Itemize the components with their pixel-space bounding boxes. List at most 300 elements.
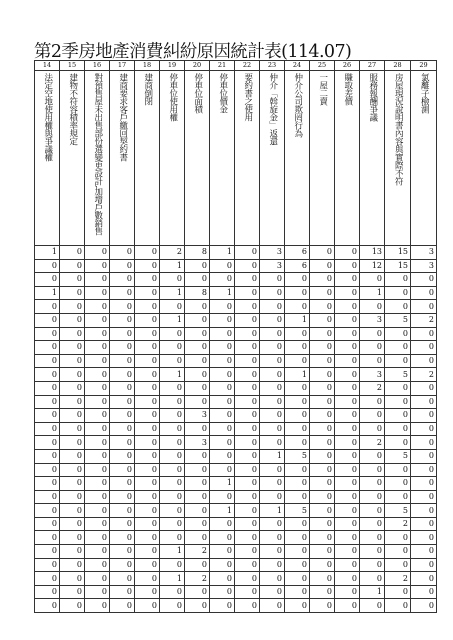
table-cell: 0 — [35, 463, 60, 477]
column-number: 29 — [411, 61, 437, 71]
table-cell: 0 — [60, 409, 85, 423]
table-cell: 0 — [310, 463, 335, 477]
table-cell: 0 — [85, 368, 110, 382]
table-cell: 0 — [385, 558, 411, 572]
table-row — [35, 422, 437, 436]
table-cell: 0 — [110, 490, 135, 504]
table-cell: 0 — [160, 490, 185, 504]
table-cell: 0 — [210, 585, 235, 599]
table-cell: 0 — [35, 273, 60, 287]
table-cell: 0 — [110, 259, 135, 273]
table-cell: 0 — [310, 381, 335, 395]
table-cell: 0 — [210, 449, 235, 463]
table-cell: 0 — [160, 409, 185, 423]
table-cell: 0 — [135, 341, 160, 355]
table-cell: 0 — [335, 463, 360, 477]
table-cell: 0 — [360, 422, 385, 436]
table-cell: 0 — [110, 599, 135, 613]
table-cell: 0 — [310, 300, 335, 314]
table-cell: 0 — [85, 436, 110, 450]
table-cell: 3 — [260, 246, 285, 260]
table-cell: 0 — [335, 558, 360, 572]
table-cell: 0 — [210, 300, 235, 314]
table-cell: 0 — [285, 381, 310, 395]
table-cell: 0 — [135, 585, 160, 599]
table-cell: 0 — [310, 531, 335, 545]
table-cell: 2 — [185, 572, 210, 586]
table-cell: 0 — [185, 395, 210, 409]
table-cell: 0 — [110, 395, 135, 409]
table-cell: 0 — [185, 422, 210, 436]
table-row — [35, 259, 437, 273]
table-cell: 0 — [60, 368, 85, 382]
table-row — [35, 436, 437, 450]
table-cell: 0 — [285, 517, 310, 531]
table-cell: 0 — [285, 436, 310, 450]
table-cell: 0 — [411, 436, 437, 450]
table-cell: 0 — [185, 599, 210, 613]
table-cell: 0 — [35, 545, 60, 559]
table-cell: 0 — [135, 313, 160, 327]
table-cell: 0 — [360, 300, 385, 314]
table-cell: 0 — [411, 395, 437, 409]
table-cell: 15 — [385, 246, 411, 260]
table-cell: 0 — [310, 313, 335, 327]
table-cell: 0 — [260, 422, 285, 436]
column-header — [185, 71, 210, 246]
table-cell: 0 — [35, 409, 60, 423]
table-cell: 0 — [160, 327, 185, 341]
table-cell: 0 — [110, 246, 135, 260]
table-cell: 0 — [85, 259, 110, 273]
table-cell: 0 — [60, 354, 85, 368]
table-cell: 0 — [335, 585, 360, 599]
table-cell: 0 — [335, 531, 360, 545]
column-header-label: 停車位使用權 — [167, 73, 178, 121]
table-cell: 5 — [385, 313, 411, 327]
table-cell: 0 — [235, 572, 260, 586]
table-cell: 0 — [285, 599, 310, 613]
column-header — [235, 71, 260, 246]
table-cell: 0 — [135, 300, 160, 314]
table-cell: 0 — [310, 354, 335, 368]
table-cell: 0 — [110, 449, 135, 463]
table-cell: 0 — [335, 273, 360, 287]
table-cell: 0 — [60, 531, 85, 545]
table-cell: 0 — [360, 395, 385, 409]
table-cell: 3 — [411, 246, 437, 260]
table-cell: 0 — [260, 517, 285, 531]
table-cell: 0 — [85, 531, 110, 545]
table-cell: 3 — [360, 368, 385, 382]
table-cell: 0 — [85, 246, 110, 260]
table-cell: 0 — [285, 300, 310, 314]
column-header-label: 房屋現況說明書內容與實際不符 — [393, 73, 404, 185]
table-cell: 0 — [60, 422, 85, 436]
table-cell: 8 — [185, 286, 210, 300]
table-cell: 0 — [185, 477, 210, 491]
column-header-label: 要約書之使用 — [242, 73, 253, 121]
table-cell: 0 — [160, 341, 185, 355]
table-cell: 0 — [310, 286, 335, 300]
table-cell: 0 — [235, 354, 260, 368]
table-row — [35, 327, 437, 341]
table-cell: 0 — [135, 463, 160, 477]
table-cell: 0 — [110, 517, 135, 531]
table-cell: 0 — [310, 558, 335, 572]
table-cell: 0 — [260, 313, 285, 327]
table-cell: 0 — [285, 354, 310, 368]
table-cell: 0 — [210, 354, 235, 368]
table-cell: 0 — [210, 572, 235, 586]
table-cell: 5 — [385, 368, 411, 382]
table-cell: 0 — [135, 368, 160, 382]
table-cell: 0 — [360, 354, 385, 368]
table-cell: 0 — [411, 422, 437, 436]
column-header — [310, 71, 335, 246]
table-cell: 0 — [160, 436, 185, 450]
table-cell: 0 — [385, 341, 411, 355]
column-header — [285, 71, 310, 246]
table-cell: 0 — [385, 286, 411, 300]
table-cell: 0 — [360, 341, 385, 355]
table-cell: 0 — [35, 381, 60, 395]
table-cell: 0 — [310, 504, 335, 518]
table-cell: 0 — [60, 572, 85, 586]
table-cell: 0 — [411, 409, 437, 423]
table-cell: 0 — [110, 545, 135, 559]
table-cell: 0 — [160, 477, 185, 491]
table-cell: 1 — [210, 477, 235, 491]
table-cell: 1 — [160, 368, 185, 382]
column-number: 24 — [285, 61, 310, 71]
table-cell: 0 — [235, 463, 260, 477]
table-cell: 0 — [185, 354, 210, 368]
table-cell: 0 — [35, 572, 60, 586]
table-cell: 0 — [335, 599, 360, 613]
table-cell: 0 — [385, 273, 411, 287]
table-cell: 0 — [210, 409, 235, 423]
table-cell: 0 — [110, 341, 135, 355]
column-header-row — [35, 71, 437, 246]
column-header — [335, 71, 360, 246]
table-cell: 0 — [60, 341, 85, 355]
table-cell: 0 — [385, 599, 411, 613]
column-header — [210, 71, 235, 246]
table-cell: 1 — [360, 286, 385, 300]
table-cell: 0 — [60, 273, 85, 287]
table-cell: 0 — [35, 436, 60, 450]
table-cell: 0 — [360, 273, 385, 287]
table-cell: 0 — [60, 449, 85, 463]
table-cell: 0 — [35, 368, 60, 382]
column-header — [135, 71, 160, 246]
table-cell: 0 — [285, 422, 310, 436]
table-cell: 0 — [60, 463, 85, 477]
table-cell: 3 — [185, 436, 210, 450]
table-cell: 3 — [260, 259, 285, 273]
table-cell: 0 — [60, 381, 85, 395]
table-cell: 0 — [185, 449, 210, 463]
table-row — [35, 572, 437, 586]
table-cell: 0 — [260, 585, 285, 599]
table-cell: 0 — [60, 504, 85, 518]
table-cell: 0 — [235, 490, 260, 504]
table-cell: 0 — [60, 585, 85, 599]
table-cell: 0 — [360, 599, 385, 613]
table-cell: 0 — [235, 286, 260, 300]
column-number: 15 — [60, 61, 85, 71]
table-cell: 0 — [235, 599, 260, 613]
table-cell: 0 — [310, 477, 335, 491]
table-cell: 0 — [135, 381, 160, 395]
table-cell: 0 — [35, 504, 60, 518]
table-cell: 0 — [335, 409, 360, 423]
table-cell: 0 — [85, 313, 110, 327]
table-cell: 0 — [310, 585, 335, 599]
table-cell: 0 — [110, 354, 135, 368]
table-cell: 0 — [160, 300, 185, 314]
table-cell: 0 — [135, 422, 160, 436]
table-cell: 0 — [35, 300, 60, 314]
table-cell: 0 — [411, 585, 437, 599]
table-cell: 0 — [235, 585, 260, 599]
table-cell: 0 — [35, 341, 60, 355]
table-cell: 0 — [110, 368, 135, 382]
table-cell: 0 — [260, 599, 285, 613]
table-cell: 0 — [235, 436, 260, 450]
table-cell: 0 — [335, 354, 360, 368]
table-row — [35, 504, 437, 518]
table-row — [35, 341, 437, 355]
table-cell: 0 — [335, 259, 360, 273]
table-cell: 6 — [285, 246, 310, 260]
table-cell: 6 — [285, 259, 310, 273]
table-cell: 0 — [210, 368, 235, 382]
table-cell: 0 — [60, 490, 85, 504]
table-cell: 0 — [85, 463, 110, 477]
table-cell: 0 — [85, 490, 110, 504]
table-cell: 0 — [135, 599, 160, 613]
table-cell: 0 — [235, 422, 260, 436]
table-cell: 0 — [160, 273, 185, 287]
table-cell: 0 — [335, 341, 360, 355]
table-cell: 0 — [60, 477, 85, 491]
table-cell: 0 — [160, 449, 185, 463]
table-cell: 0 — [135, 504, 160, 518]
column-number: 23 — [260, 61, 285, 71]
table-cell: 0 — [260, 286, 285, 300]
table-cell: 0 — [85, 422, 110, 436]
column-number: 20 — [185, 61, 210, 71]
table-cell: 0 — [85, 572, 110, 586]
table-cell: 2 — [385, 572, 411, 586]
column-header-label: 一屋二賣 — [317, 73, 328, 105]
table-cell: 0 — [310, 517, 335, 531]
table-cell: 0 — [35, 490, 60, 504]
table-cell: 0 — [185, 273, 210, 287]
table-cell: 13 — [360, 246, 385, 260]
table-cell: 0 — [185, 585, 210, 599]
table-cell: 0 — [411, 449, 437, 463]
table-cell: 0 — [285, 490, 310, 504]
table-row — [35, 354, 437, 368]
table-row — [35, 558, 437, 572]
table-cell: 0 — [235, 545, 260, 559]
table-cell: 0 — [35, 599, 60, 613]
column-header-label: 建商倒閉 — [142, 73, 153, 105]
table-cell: 0 — [35, 449, 60, 463]
column-header — [85, 71, 110, 246]
table-cell: 0 — [411, 477, 437, 491]
table-cell: 0 — [360, 463, 385, 477]
table-cell: 0 — [110, 572, 135, 586]
table-cell: 0 — [85, 341, 110, 355]
table-cell: 0 — [411, 558, 437, 572]
table-cell: 0 — [160, 395, 185, 409]
table-cell: 0 — [385, 327, 411, 341]
table-cell: 1 — [160, 259, 185, 273]
table-cell: 0 — [260, 327, 285, 341]
table-row — [35, 409, 437, 423]
column-number-row — [35, 61, 437, 71]
table-cell: 0 — [285, 545, 310, 559]
table-cell: 0 — [260, 558, 285, 572]
table-cell: 0 — [185, 368, 210, 382]
table-cell: 0 — [110, 273, 135, 287]
table-cell: 15 — [385, 259, 411, 273]
table-cell: 0 — [411, 490, 437, 504]
column-header — [385, 71, 411, 246]
table-cell: 0 — [110, 409, 135, 423]
table-cell: 5 — [385, 449, 411, 463]
table-cell: 0 — [360, 449, 385, 463]
table-cell: 0 — [135, 327, 160, 341]
table-row — [35, 463, 437, 477]
table-cell: 0 — [310, 449, 335, 463]
table-cell: 0 — [385, 436, 411, 450]
table-cell: 1 — [210, 246, 235, 260]
column-header — [411, 71, 437, 246]
column-number: 25 — [310, 61, 335, 71]
table-cell: 0 — [360, 504, 385, 518]
table-cell: 0 — [411, 273, 437, 287]
table-cell: 0 — [35, 259, 60, 273]
table-cell: 0 — [185, 490, 210, 504]
table-cell: 0 — [135, 477, 160, 491]
table-cell: 0 — [135, 490, 160, 504]
table-cell: 2 — [160, 246, 185, 260]
table-cell: 12 — [360, 259, 385, 273]
table-cell: 1 — [35, 246, 60, 260]
table-cell: 0 — [260, 395, 285, 409]
table-cell: 0 — [185, 517, 210, 531]
column-number: 14 — [35, 61, 60, 71]
table-cell: 0 — [210, 341, 235, 355]
table-cell: 0 — [385, 300, 411, 314]
table-cell: 0 — [310, 572, 335, 586]
table-cell: 0 — [35, 585, 60, 599]
column-number: 27 — [360, 61, 385, 71]
table-cell: 0 — [335, 368, 360, 382]
table-cell: 0 — [110, 286, 135, 300]
table-cell: 0 — [160, 354, 185, 368]
table-cell: 0 — [235, 300, 260, 314]
column-header-label: 對預售屋未出售部份選變更設計,加增戶數銷售 — [92, 73, 103, 236]
table-cell: 0 — [310, 599, 335, 613]
table-row — [35, 531, 437, 545]
table-cell: 1 — [285, 368, 310, 382]
table-cell: 0 — [360, 572, 385, 586]
table-cell: 0 — [385, 409, 411, 423]
table-cell: 0 — [235, 381, 260, 395]
table-cell: 0 — [135, 409, 160, 423]
table-cell: 0 — [135, 273, 160, 287]
table-cell: 0 — [60, 300, 85, 314]
table-cell: 0 — [411, 463, 437, 477]
table-cell: 0 — [411, 531, 437, 545]
table-cell: 0 — [260, 368, 285, 382]
table-cell: 0 — [285, 341, 310, 355]
table-cell: 0 — [335, 395, 360, 409]
table-cell: 0 — [185, 341, 210, 355]
table-cell: 0 — [285, 585, 310, 599]
table-cell: 0 — [385, 545, 411, 559]
table-cell: 0 — [260, 381, 285, 395]
table-cell: 0 — [235, 395, 260, 409]
table-cell: 0 — [160, 463, 185, 477]
table-cell: 0 — [160, 599, 185, 613]
table-cell: 0 — [110, 558, 135, 572]
table-row — [35, 313, 437, 327]
column-header-label: 建物不符容積率規定 — [67, 73, 78, 145]
table-cell: 0 — [260, 354, 285, 368]
table-cell: 0 — [85, 327, 110, 341]
table-cell: 0 — [35, 354, 60, 368]
table-cell: 3 — [411, 259, 437, 273]
table-cell: 0 — [85, 449, 110, 463]
table-cell: 1 — [260, 449, 285, 463]
table-cell: 0 — [335, 572, 360, 586]
column-header-label: 仲介「斡旋金」返還 — [267, 73, 278, 145]
table-cell: 1 — [210, 504, 235, 518]
table-cell: 0 — [235, 341, 260, 355]
table-cell: 0 — [411, 300, 437, 314]
table-cell: 0 — [235, 313, 260, 327]
table-cell: 0 — [285, 395, 310, 409]
table-cell: 0 — [160, 381, 185, 395]
table-cell: 0 — [335, 504, 360, 518]
column-number: 21 — [210, 61, 235, 71]
table-cell: 0 — [385, 354, 411, 368]
table-cell: 0 — [310, 395, 335, 409]
column-header-label: 停車位價金 — [217, 73, 228, 113]
table-cell: 0 — [135, 259, 160, 273]
table-cell: 0 — [60, 313, 85, 327]
table-cell: 0 — [210, 327, 235, 341]
table-row — [35, 545, 437, 559]
table-cell: 0 — [85, 585, 110, 599]
table-cell: 0 — [35, 313, 60, 327]
table-cell: 0 — [411, 517, 437, 531]
table-cell: 0 — [260, 300, 285, 314]
table-cell: 0 — [160, 422, 185, 436]
table-cell: 0 — [35, 395, 60, 409]
table-cell: 0 — [185, 313, 210, 327]
table-row — [35, 395, 437, 409]
table-cell: 2 — [411, 368, 437, 382]
table-cell: 0 — [385, 531, 411, 545]
